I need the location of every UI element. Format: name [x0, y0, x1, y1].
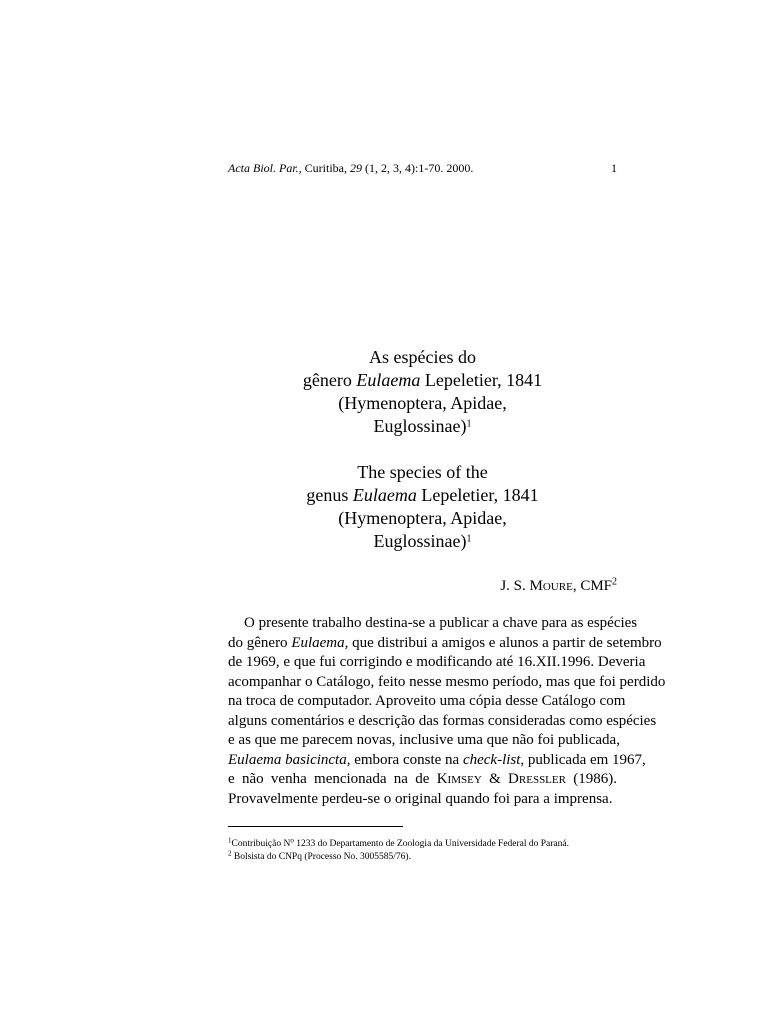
abstract-paragraph	[228, 614, 666, 809]
title-english	[228, 461, 617, 553]
paragraph-line: na troca de computador. Aproveito uma cópia desse Catálogo com	[228, 693, 626, 709]
title-en-line-1: The species of the	[357, 462, 488, 482]
paragraph-line: e não venha mencionada na de Kimsey & Dressler (1986).	[228, 771, 618, 787]
citation	[228, 161, 473, 175]
footnote-mark: 2	[612, 576, 617, 588]
title-en-line-2: genus Eulaema Lepeletier, 1841	[306, 485, 539, 505]
title-en-line-4: Euglossinae)$^1$	[373, 531, 472, 551]
footnotes	[228, 838, 617, 863]
genus-name: Eulaema	[352, 485, 417, 505]
issue-pages-year: (1, 2, 3, 4):1-70. 2000.	[362, 161, 474, 175]
genus-name: Eulaema	[356, 370, 421, 390]
title-section	[228, 346, 617, 553]
paragraph-line: Provavelmente perdeu-se o original quando foi para a imprensa.	[228, 790, 613, 807]
paragraph-line: alguns comentários e descrição das formas consideradas como espécies	[228, 712, 657, 729]
footnote-rule	[228, 826, 403, 827]
title-pt-line-1: As espécies do	[369, 347, 476, 367]
footnote-mark: 1	[466, 418, 472, 430]
title-pt-line-4: Euglossinae)$^1$	[373, 416, 472, 436]
title-en-line-3: (Hymenoptera, Apidae,	[338, 508, 507, 528]
title-pt-line-3: (Hymenoptera, Apidae,	[338, 393, 507, 413]
journal-name: Acta Biol. Par.,	[228, 161, 302, 175]
paragraph-line: de 1969, e que fui corrigindo e modificando até 16.XII.1996. Deveria	[228, 654, 646, 670]
footnote-mark: 1	[466, 533, 472, 545]
footnote-2: $^2$ Bolsista do CNPq (Processo No. 3005585/76).	[228, 849, 411, 862]
paragraph-line: do gênero Eulaema, que distribui a amigos e alunos a partir de setembro	[228, 634, 662, 651]
paragraph-line: e as que me parecem novas, inclusive uma que não foi publicada,	[228, 732, 620, 748]
title-portuguese	[228, 346, 617, 438]
running-head	[228, 161, 617, 175]
paragraph-line: acompanhar o Catálogo, feito nesse mesmo período, mas que foi perdido	[228, 673, 666, 690]
journal-city: Curitiba,	[301, 161, 350, 175]
journal-volume: 29	[350, 161, 362, 175]
title-pt-line-2: gênero Eulaema Lepeletier, 1841	[302, 370, 543, 390]
author-line: J. S. Moure, CMF$^2$	[500, 576, 617, 594]
footnote-1: $^1$Contribuição $N^o$ 1233 do Departamento de Zoologia da Universidade Federal do Paraná.	[228, 836, 569, 849]
paragraph-line: O presente trabalho destina-se a publicar a chave para as espécies	[244, 615, 638, 631]
paragraph-line: Eulaema basicincta, embora conste na check-list, publicada em 1967,	[228, 751, 646, 768]
page-number: 1	[611, 161, 617, 175]
